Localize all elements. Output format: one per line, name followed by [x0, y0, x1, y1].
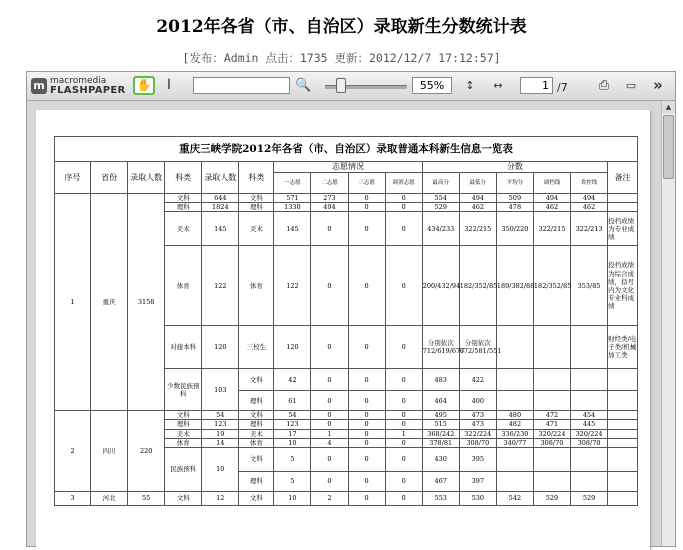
header-min: 最低分	[459, 173, 496, 194]
cell-sub-subject: 文科	[239, 369, 274, 391]
cell-sub-subject: 理科	[239, 203, 274, 212]
cell-province: 重庆	[91, 194, 128, 411]
cell-wish2: 2	[311, 491, 348, 505]
cell-ctrl: 308/70	[571, 438, 608, 447]
cell-adjust: 0	[385, 438, 422, 447]
cell-ctrl	[571, 447, 608, 471]
cell-ctrl: 322/213	[571, 212, 608, 246]
cell-wish1: 120	[274, 326, 311, 369]
cell-subject: 体育	[165, 246, 202, 326]
cell-subject: 文科	[165, 411, 202, 420]
cell-ctrl	[571, 471, 608, 491]
search-input[interactable]	[193, 77, 290, 94]
flashpaper-logo	[31, 76, 127, 96]
cell-max: 553	[422, 491, 459, 505]
cell-wish1: 122	[274, 246, 311, 326]
cell-wish3: 0	[348, 203, 385, 212]
header-province: 省份	[91, 162, 128, 194]
cell-min: 422	[459, 369, 496, 391]
cell-max: 434/233	[422, 212, 459, 246]
header-subject: 科类	[165, 162, 202, 194]
cell-max: 分别依次712/619/677	[422, 326, 459, 369]
admission-table	[54, 136, 638, 506]
cell-line: 529	[533, 491, 570, 505]
cell-wish3: 0	[348, 369, 385, 391]
cell-line: 320/224	[533, 429, 570, 438]
cell-wish3: 0	[348, 246, 385, 326]
cell-max: 483	[422, 369, 459, 391]
cell-min: 400	[459, 391, 496, 411]
cell-subject: 理科	[165, 420, 202, 429]
cell-adjust: 0	[385, 194, 422, 203]
hand-tool-icon[interactable]: ✋	[133, 76, 155, 95]
text-select-icon[interactable]: I	[166, 77, 172, 93]
cell-wish2: 1	[311, 429, 348, 438]
cell-subject: 体育	[165, 438, 202, 447]
scrollbar-thumb[interactable]	[663, 115, 674, 179]
cell-wish3: 0	[348, 471, 385, 491]
article-meta: [发布：Admin 点击：1735 更新：2012/12/7 17:12:57]	[182, 51, 501, 65]
cell-min: 322/224	[459, 429, 496, 438]
cell-adjust: 0	[385, 411, 422, 420]
cell-remark	[608, 391, 638, 411]
cell-sub-subject: 体育	[239, 246, 274, 326]
cell-adjust: 0	[385, 369, 422, 391]
cell-admitted: 3158	[128, 194, 165, 411]
cell-remark	[608, 471, 638, 491]
cell-subject: 民族预科	[165, 447, 202, 491]
cell-subject: 理科	[165, 203, 202, 212]
cell-ctrl: 454	[571, 411, 608, 420]
cell-sub-subject: 理科	[239, 420, 274, 429]
cell-wish1: 5	[274, 447, 311, 471]
cell-wish2: 0	[311, 246, 348, 326]
cell-seq: 2	[55, 411, 91, 492]
cell-avg: 509	[496, 194, 533, 203]
cell-min: 473	[459, 420, 496, 429]
cell-adjust: 0	[385, 246, 422, 326]
cell-min: 494	[459, 194, 496, 203]
cell-sub-subject: 文科	[239, 194, 274, 203]
cell-min: 分别依次672/581/551	[459, 326, 496, 369]
cell-remark	[608, 429, 638, 438]
vertical-scrollbar[interactable]	[661, 101, 675, 546]
cell-wish1: 61	[274, 391, 311, 411]
cell-line	[533, 447, 570, 471]
cell-wish2: 0	[311, 471, 348, 491]
cell-wish2: 0	[311, 212, 348, 246]
cell-province: 四川	[91, 411, 128, 492]
cell-count: 14	[202, 438, 239, 447]
cell-min: 462	[459, 203, 496, 212]
cell-sub-subject: 理科	[239, 391, 274, 411]
cell-sub-subject: 文科	[239, 491, 274, 505]
cell-province: 河北	[91, 491, 128, 505]
cell-max: 529	[422, 203, 459, 212]
cell-sub-subject: 文科	[239, 447, 274, 471]
cell-wish1: 1330	[274, 203, 311, 212]
cell-line: 462	[533, 203, 570, 212]
cell-wish1: 10	[274, 491, 311, 505]
cell-avg: 482	[496, 420, 533, 429]
cell-remark	[608, 203, 638, 212]
cell-wish3: 0	[348, 411, 385, 420]
cell-wish3: 0	[348, 194, 385, 203]
cell-count: 145	[202, 212, 239, 246]
cell-sub-subject: 理科	[239, 471, 274, 491]
cell-remark	[608, 491, 638, 505]
cell-count: 54	[202, 411, 239, 420]
cell-count: 644	[202, 194, 239, 203]
scroll-up-icon[interactable]: ▲	[662, 101, 675, 113]
fit-height-icon[interactable]: ↕	[465, 79, 475, 92]
cell-ctrl: 353/85	[571, 246, 608, 326]
cell-max: 515	[422, 420, 459, 429]
cell-wish3: 0	[348, 420, 385, 429]
macromedia-logo-icon: m	[31, 78, 47, 94]
cell-wish1: 10	[274, 438, 311, 447]
cell-wish1: 17	[274, 429, 311, 438]
print-icon[interactable]: ⎙	[598, 78, 610, 93]
cell-count: 1824	[202, 203, 239, 212]
more-options-icon[interactable]: »	[653, 76, 663, 94]
table-row	[55, 194, 638, 203]
cell-wish2: 4	[311, 438, 348, 447]
cell-line: 494	[533, 194, 570, 203]
header-score-group: 分数	[422, 162, 607, 173]
cell-wish2: 0	[311, 391, 348, 411]
cell-wish1: 145	[274, 212, 311, 246]
header-avg: 平均分	[496, 173, 533, 194]
zoom-slider-handle[interactable]	[336, 78, 346, 93]
cell-remark	[608, 411, 638, 420]
cell-count: 19	[202, 429, 239, 438]
cell-avg	[496, 447, 533, 471]
cell-wish2: 0	[311, 326, 348, 369]
cell-wish1: 123	[274, 420, 311, 429]
cell-adjust: 0	[385, 203, 422, 212]
zoom-level-box[interactable]: 55%	[412, 77, 452, 94]
cell-remark: 财经类/电子类/机械加工类	[608, 326, 638, 369]
page-number-input[interactable]	[520, 77, 553, 94]
cell-admitted: 220	[128, 411, 165, 492]
cell-avg: 189/382/88	[496, 246, 533, 326]
cell-avg	[496, 326, 533, 369]
cell-wish2: 273	[311, 194, 348, 203]
cell-ctrl: 320/224	[571, 429, 608, 438]
table-row	[55, 411, 638, 420]
cell-line: 182/352/85	[533, 246, 570, 326]
cell-seq: 3	[55, 491, 91, 505]
document-view[interactable]	[27, 101, 661, 546]
cell-count: 10	[202, 447, 239, 491]
cell-wish3: 0	[348, 326, 385, 369]
header-max: 最高分	[422, 173, 459, 194]
cell-line	[533, 369, 570, 391]
cell-max: 378/81	[422, 438, 459, 447]
cell-wish2: 0	[311, 420, 348, 429]
cell-count: 123	[202, 420, 239, 429]
cell-ctrl: 445	[571, 420, 608, 429]
cell-min: 473	[459, 411, 496, 420]
cell-adjust: 0	[385, 212, 422, 246]
header-line: 调档线	[533, 173, 570, 194]
cell-max: 430	[422, 447, 459, 471]
cell-subject: 文科	[165, 491, 202, 505]
cell-wish1: 5	[274, 471, 311, 491]
cell-min: 397	[459, 471, 496, 491]
cell-wish3: 0	[348, 212, 385, 246]
cell-wish1: 571	[274, 194, 311, 203]
cell-min: 530	[459, 491, 496, 505]
cell-ctrl: 462	[571, 203, 608, 212]
cell-ctrl	[571, 391, 608, 411]
cell-avg: 336/230	[496, 429, 533, 438]
cell-line	[533, 326, 570, 369]
page-total: /7	[557, 81, 568, 94]
document-page	[36, 110, 650, 550]
search-icon[interactable]: 🔍	[295, 78, 312, 93]
cell-adjust: 0	[385, 447, 422, 471]
cell-remark: 投档成绩为综合成绩，括号内为文化专业科成绩	[608, 246, 638, 326]
cell-avg: 542	[496, 491, 533, 505]
header-admitted: 录取人数	[128, 162, 165, 194]
cell-max: 467	[422, 471, 459, 491]
cell-wish2: 0	[311, 447, 348, 471]
cell-line: 471	[533, 420, 570, 429]
cell-wish2: 0	[311, 411, 348, 420]
page-title: 2012年各省（市、自治区）录取新生分数统计表	[156, 17, 527, 37]
cell-count: 12	[202, 491, 239, 505]
cell-wish1: 54	[274, 411, 311, 420]
cell-min: 308/70	[459, 438, 496, 447]
cell-wish3: 0	[348, 447, 385, 471]
cell-ctrl: 494	[571, 194, 608, 203]
cell-wish1: 42	[274, 369, 311, 391]
cell-remark: 投档成绩为专业成绩	[608, 212, 638, 246]
cell-sub-subject: 文科	[239, 411, 274, 420]
cell-sub-subject: 体育	[239, 438, 274, 447]
cell-adjust: 1	[385, 429, 422, 438]
cell-avg: 478	[496, 203, 533, 212]
header-remark: 备注	[608, 162, 638, 194]
cell-subject: 少数民族预科	[165, 369, 202, 411]
cell-adjust: 0	[385, 391, 422, 411]
header-ctrl: 省控线	[571, 173, 608, 194]
cell-remark	[608, 369, 638, 391]
fit-width-icon[interactable]: ↔	[493, 79, 503, 92]
cell-subject: 美术	[165, 212, 202, 246]
cell-sub-subject: 美术	[239, 212, 274, 246]
header-seq: 序号	[55, 162, 91, 194]
cell-avg	[496, 391, 533, 411]
cell-wish3: 0	[348, 491, 385, 505]
header-wish2: 二志愿	[311, 173, 348, 194]
cell-max: 554	[422, 194, 459, 203]
cell-wish3: 0	[348, 391, 385, 411]
cell-remark	[608, 447, 638, 471]
cell-min: 182/352/85	[459, 246, 496, 326]
cell-wish2: 0	[311, 369, 348, 391]
cell-adjust: 0	[385, 471, 422, 491]
cell-avg	[496, 471, 533, 491]
header-wish-group: 志愿情况	[274, 162, 422, 173]
cell-count: 120	[202, 326, 239, 369]
cell-line: 472	[533, 411, 570, 420]
cell-count: 103	[202, 369, 239, 411]
cell-line: 322/215	[533, 212, 570, 246]
cell-ctrl	[571, 369, 608, 391]
cell-avg	[496, 369, 533, 391]
cell-sub-subject: 美术	[239, 429, 274, 438]
cell-ctrl: 529	[571, 491, 608, 505]
logo-product: FLASHPAPER	[50, 85, 126, 96]
cell-adjust: 0	[385, 491, 422, 505]
cell-max: 495	[422, 411, 459, 420]
cell-line	[533, 471, 570, 491]
cell-seq: 1	[55, 194, 91, 411]
flashpaper-viewer	[26, 71, 676, 547]
header-wish3: 三志愿	[348, 173, 385, 194]
logo-brand: macromedia	[50, 76, 107, 86]
viewer-toolbar	[27, 72, 675, 101]
cell-subject: 对接本科	[165, 326, 202, 369]
header-adjust: 调剂志愿	[385, 173, 422, 194]
cell-subject: 美术	[165, 429, 202, 438]
cell-ctrl	[571, 326, 608, 369]
cell-adjust: 0	[385, 326, 422, 369]
cell-line	[533, 391, 570, 411]
cell-remark	[608, 420, 638, 429]
header-sub-admitted: 录取人数	[202, 162, 239, 194]
cell-min: 395	[459, 447, 496, 471]
cell-avg: 340/77	[496, 438, 533, 447]
cell-line: 308/70	[533, 438, 570, 447]
cell-avg: 350/220	[496, 212, 533, 246]
cell-sub-subject: 三校生	[239, 326, 274, 369]
header-sub-subject: 科类	[239, 162, 274, 194]
cell-max: 464	[422, 391, 459, 411]
cell-subject: 文科	[165, 194, 202, 203]
cell-admitted: 55	[128, 491, 165, 505]
cell-wish2: 494	[311, 203, 348, 212]
cell-max: 200/432/94	[422, 246, 459, 326]
cell-avg: 480	[496, 411, 533, 420]
cell-wish3: 0	[348, 438, 385, 447]
cell-count: 122	[202, 246, 239, 326]
cell-adjust: 0	[385, 420, 422, 429]
cell-wish3: 0	[348, 429, 385, 438]
table-title: 重庆三峡学院2012年各省（市、自治区）录取普通本科新生信息一览表	[54, 136, 638, 161]
header-wish1: 一志愿	[274, 173, 311, 194]
cell-max: 368/242	[422, 429, 459, 438]
table-row	[55, 491, 638, 505]
cell-min: 322/215	[459, 212, 496, 246]
fullscreen-icon[interactable]: ▭	[625, 79, 637, 92]
cell-remark	[608, 438, 638, 447]
cell-remark	[608, 194, 638, 203]
